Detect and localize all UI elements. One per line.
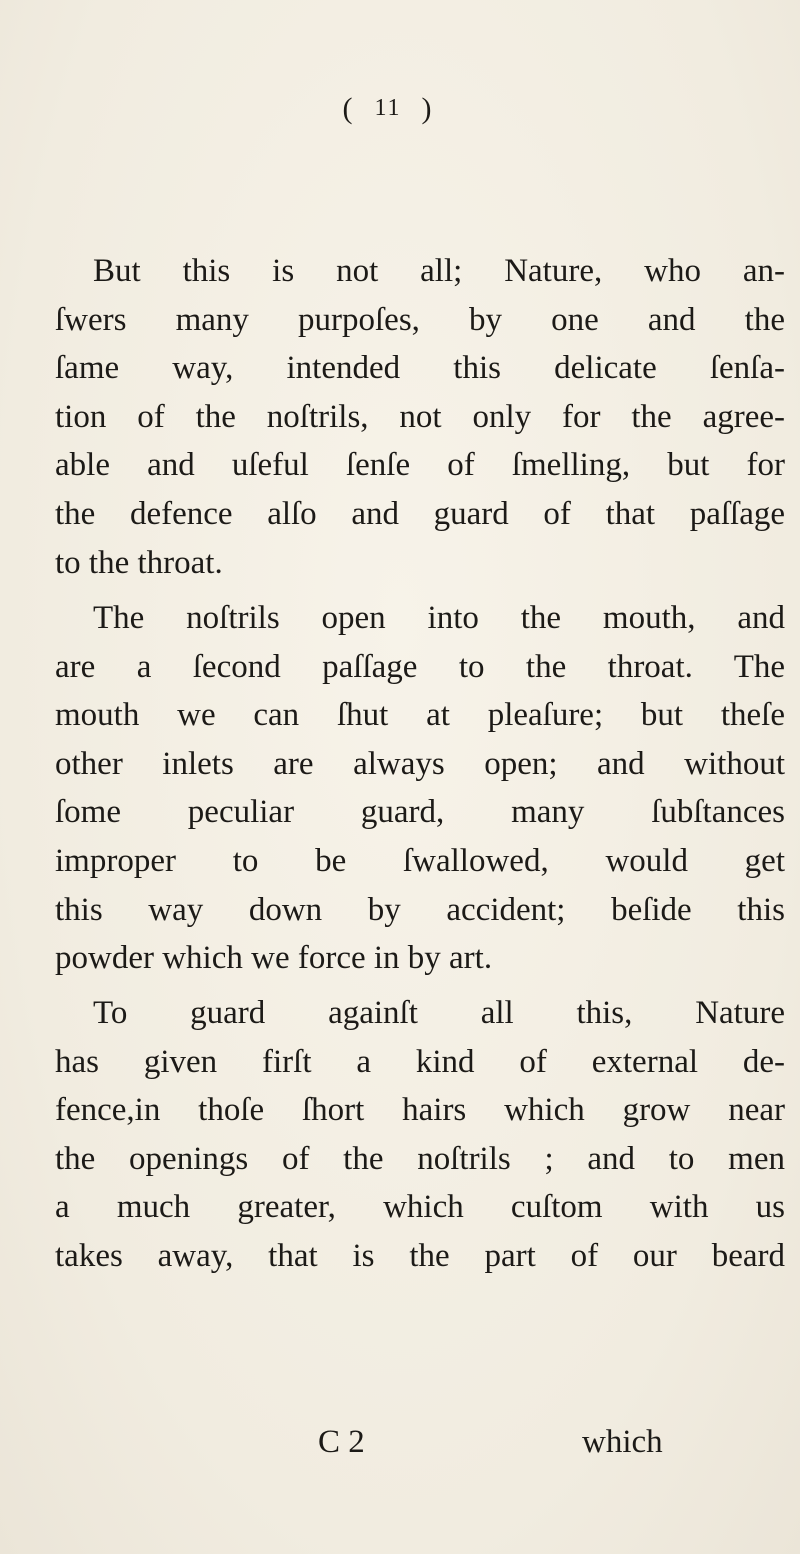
text-line: fence,in thoſe ſhort hairs which grow near (55, 1092, 785, 1129)
page-number-open-paren: ( (342, 92, 355, 125)
page-number-close-paren: ) (421, 92, 434, 125)
page-number (0, 92, 788, 126)
text-line: ſame way, intended this delicate ſenſa- (55, 350, 785, 387)
text-line: improper to be ſwallowed, would get (55, 842, 785, 879)
text-line: To guard againſt all this, Nature (93, 995, 785, 1031)
text-line: ſwers many purpoſes, by one and the (55, 301, 785, 338)
text-line: takes away, that is the part of our beard (55, 1237, 785, 1274)
text-line: other inlets are always open; and without (55, 745, 785, 782)
text-line: this way down by accident; beſide this (55, 891, 785, 928)
paragraph-2 (55, 594, 785, 983)
text-line: to the throat. (55, 544, 223, 581)
text-line: the defence alſo and guard of that paſſage (55, 495, 785, 532)
text-line: are a ſecond paſſage to the throat. The (55, 648, 785, 685)
text-line: a much greater, which cuſtom with us (55, 1189, 785, 1226)
page-footer (0, 1424, 800, 1474)
catchword: which (582, 1424, 663, 1460)
text-line: has given firſt a kind of external de- (55, 1043, 785, 1080)
text-line: powder which we force in by art. (55, 940, 493, 977)
text-line: But this is not all; Nature, who an- (93, 253, 785, 289)
paragraph-1 (55, 247, 785, 587)
text-line: The noſtrils open into the mouth, and (93, 600, 785, 636)
text-line: tion of the noſtrils, not only for the agree- (55, 398, 785, 435)
text-line: able and uſeful ſenſe of ſmelling, but for (55, 447, 785, 484)
signature-mark: C 2 (318, 1424, 365, 1460)
page-number-value: 11 (374, 95, 402, 121)
text-line: the openings of the noſtrils ; and to men (55, 1140, 785, 1177)
text-line: ſome peculiar guard, many ſubſtances (55, 794, 785, 831)
paragraph-3 (55, 989, 785, 1281)
text-line: mouth we can ſhut at pleaſure; but theſe (55, 697, 785, 734)
